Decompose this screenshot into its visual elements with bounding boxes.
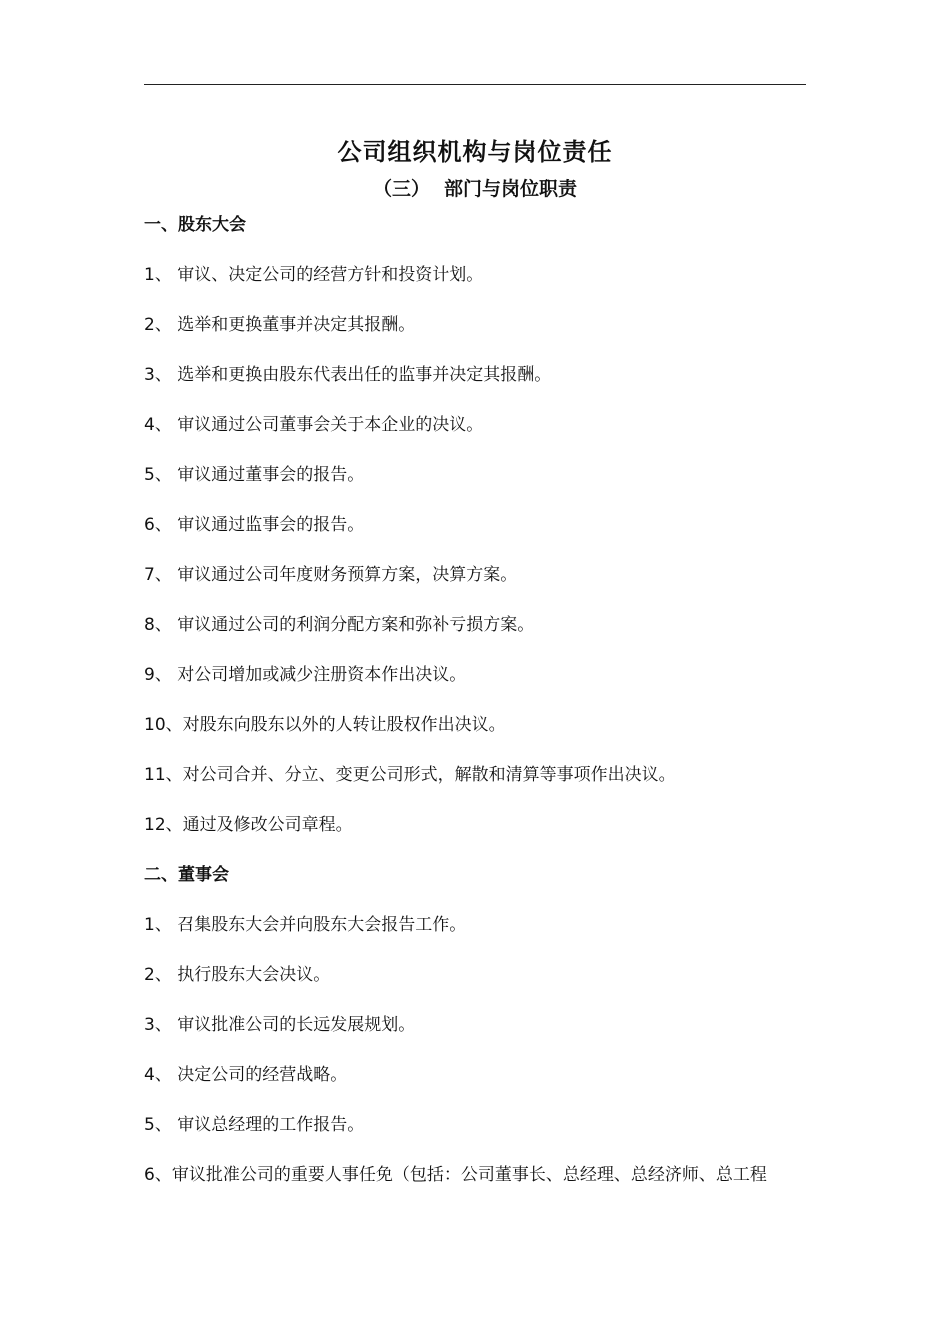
list-item: 5、 审议通过董事会的报告。 — [144, 465, 365, 485]
list-item: 1、 召集股东大会并向股东大会报告工作。 — [144, 915, 467, 935]
list-item: 8、 审议通过公司的利润分配方案和弥补亏损方案。 — [144, 615, 535, 635]
list-item: 6、审议批准公司的重要人事任免（包括：公司董事长、总经理、总经济师、总工程 — [144, 1165, 767, 1185]
section-heading-shareholders: 一、股东大会 — [144, 215, 246, 235]
document-subtitle — [0, 174, 950, 201]
list-item: 4、 审议通过公司董事会关于本企业的决议。 — [144, 415, 484, 435]
list-item: 5、 审议总经理的工作报告。 — [144, 1115, 365, 1135]
list-item: 1、 审议、决定公司的经营方针和投资计划。 — [144, 265, 484, 285]
list-item: 2、 选举和更换董事并决定其报酬。 — [144, 315, 416, 335]
document-body — [144, 210, 824, 1210]
list-item: 10、对股东向股东以外的人转让股权作出决议。 — [144, 715, 506, 735]
list-item: 9、 对公司增加或减少注册资本作出决议。 — [144, 665, 467, 685]
list-item: 11、对公司合并、分立、变更公司形式，解散和清算等事项作出决议。 — [144, 765, 676, 785]
subtitle-prefix: （三） — [372, 178, 430, 200]
subtitle-text: 部门与岗位职责 — [444, 178, 578, 200]
header-rule — [144, 84, 806, 85]
list-item: 7、 审议通过公司年度财务预算方案，决算方案。 — [144, 565, 518, 585]
list-item: 6、 审议通过监事会的报告。 — [144, 515, 365, 535]
list-item: 3、 选举和更换由股东代表出任的监事并决定其报酬。 — [144, 365, 552, 385]
list-item: 12、通过及修改公司章程。 — [144, 815, 353, 835]
list-item: 4、 决定公司的经营战略。 — [144, 1065, 348, 1085]
document-title: 公司组织机构与岗位责任 — [337, 138, 613, 166]
section-heading-board: 二、董事会 — [144, 865, 229, 885]
list-item: 2、 执行股东大会决议。 — [144, 965, 331, 985]
list-item: 3、 审议批准公司的长远发展规划。 — [144, 1015, 416, 1035]
